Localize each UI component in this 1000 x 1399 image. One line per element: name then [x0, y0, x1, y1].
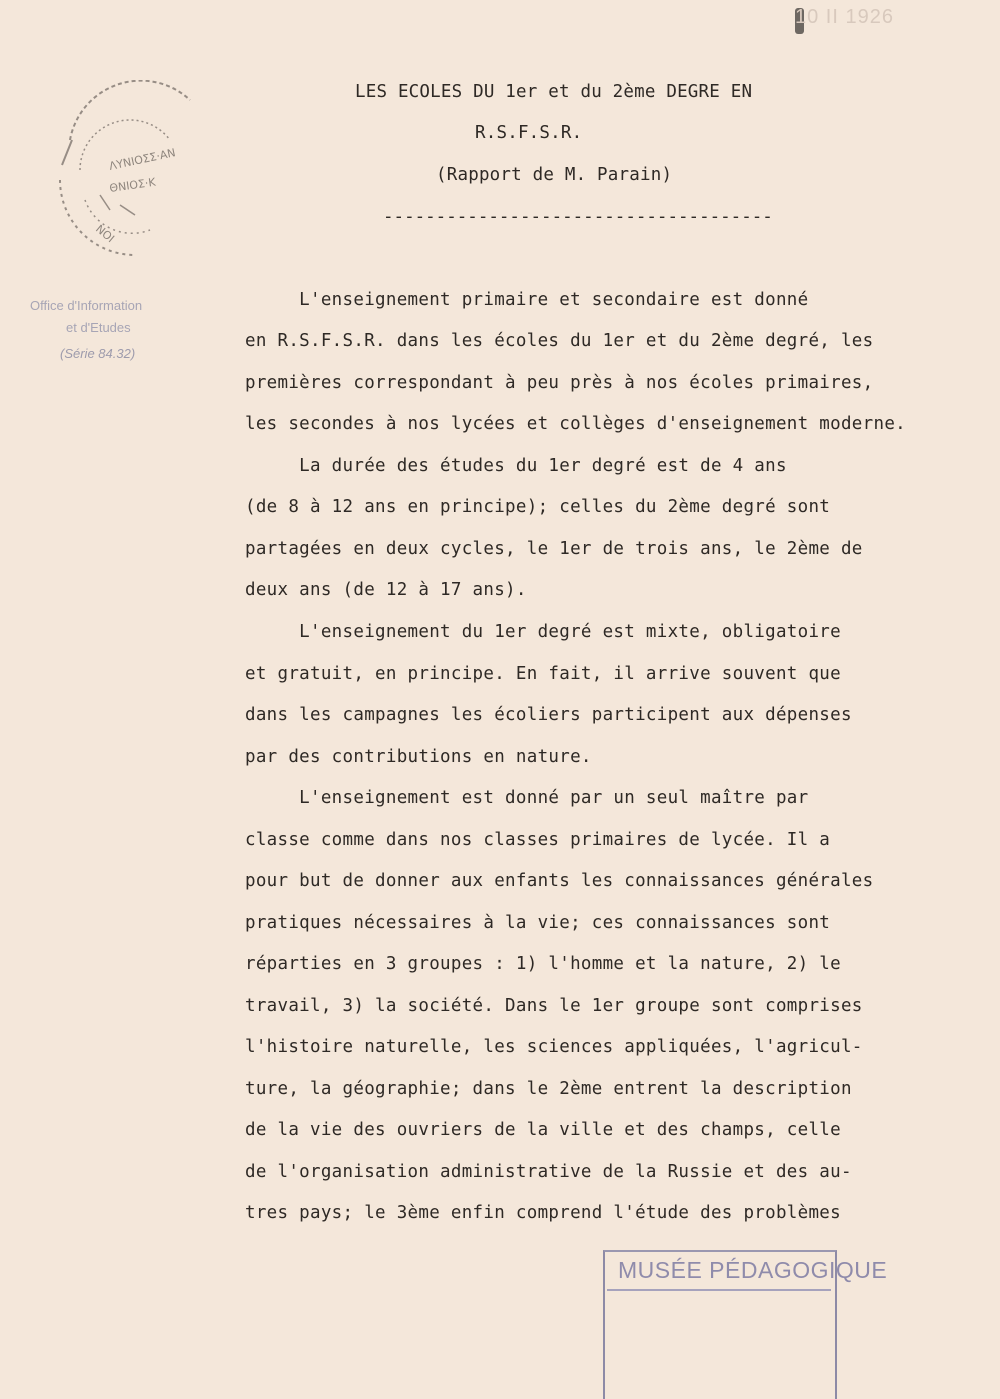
document-title: LES ECOLES DU 1er et du 2ème DEGRE EN	[355, 82, 753, 102]
body-line: ture, la géographie; dans le 2ème entrent la description	[245, 1079, 852, 1099]
body-line: L'enseignement du 1er degré est mixte, obligatoire	[245, 622, 841, 642]
museum-stamp-text: MUSÉE PÉDAGOGIQUE	[618, 1257, 888, 1283]
body-line: pour but de donner aux enfants les connaissances générales	[245, 871, 874, 891]
body-line: (de 8 à 12 ans en principe); celles du 2ème degré sont	[245, 497, 831, 517]
museum-stamp-rule	[607, 1289, 831, 1291]
body-line: de l'organisation administrative de la Russie et des au-	[245, 1162, 852, 1182]
body-line: L'enseignement primaire et secondaire est donné	[245, 290, 809, 310]
body-line: de la vie des ouvriers de la ville et des champs, celle	[245, 1120, 841, 1140]
body-line: L'enseignement est donné par un seul maître par	[245, 788, 809, 808]
title-underline-rule: -------------------------------------	[383, 207, 773, 227]
margin-office-stamp: Office d'Information	[30, 298, 143, 313]
body-line: les secondes à nos lycées et collèges d'enseignement moderne.	[245, 414, 906, 434]
body-line: dans les campagnes les écoliers participent aux dépenses	[245, 705, 852, 725]
body-line: réparties en 3 groupes : 1) l'homme et la nature, 2) le	[245, 954, 841, 974]
body-line: classe comme dans nos classes primaires de lycée. Il a	[245, 830, 831, 850]
body-line: travail, 3) la société. Dans le 1er groupe sont comprises	[245, 996, 863, 1016]
svg-text:ΛΥΝΙΟΣΣ·ΑΝ: ΛΥΝΙΟΣΣ·ΑΝ	[107, 146, 177, 173]
body-line: partagées en deux cycles, le 1er de trois ans, le 2ème de	[245, 539, 863, 559]
body-line: premières correspondant à peu près à nos écoles primaires,	[245, 373, 874, 393]
circular-seal-stamp	[40, 80, 240, 270]
margin-reference-stamp: (Série 84.32)	[60, 346, 136, 361]
svg-text:ΝΟΙ: ΝΟΙ	[93, 222, 117, 246]
body-line: et gratuit, en principe. En fait, il arrive souvent que	[245, 664, 841, 684]
date-stamp: 10 II 1926	[795, 6, 894, 28]
body-line: par des contributions en nature.	[245, 747, 592, 767]
body-line: l'histoire naturelle, les sciences appliquées, l'agricul-	[245, 1037, 863, 1057]
document-subtitle: R.S.F.S.R.	[475, 123, 583, 143]
report-author: (Rapport de M. Parain)	[436, 165, 673, 185]
body-line: en R.S.F.S.R. dans les écoles du 1er et du 2ème degré, les	[245, 331, 874, 351]
margin-etudes-stamp: et d'Etudes	[66, 320, 131, 335]
body-line: La durée des études du 1er degré est de 4 ans	[245, 456, 787, 476]
svg-text:ΘΝΙΟΣ·Κ: ΘΝΙΟΣ·Κ	[108, 175, 157, 195]
body-line: tres pays; le 3ème enfin comprend l'étude des problèmes	[245, 1203, 841, 1223]
body-line: deux ans (de 12 à 17 ans).	[245, 580, 527, 600]
body-line: pratiques nécessaires à la vie; ces connaissances sont	[245, 913, 831, 933]
